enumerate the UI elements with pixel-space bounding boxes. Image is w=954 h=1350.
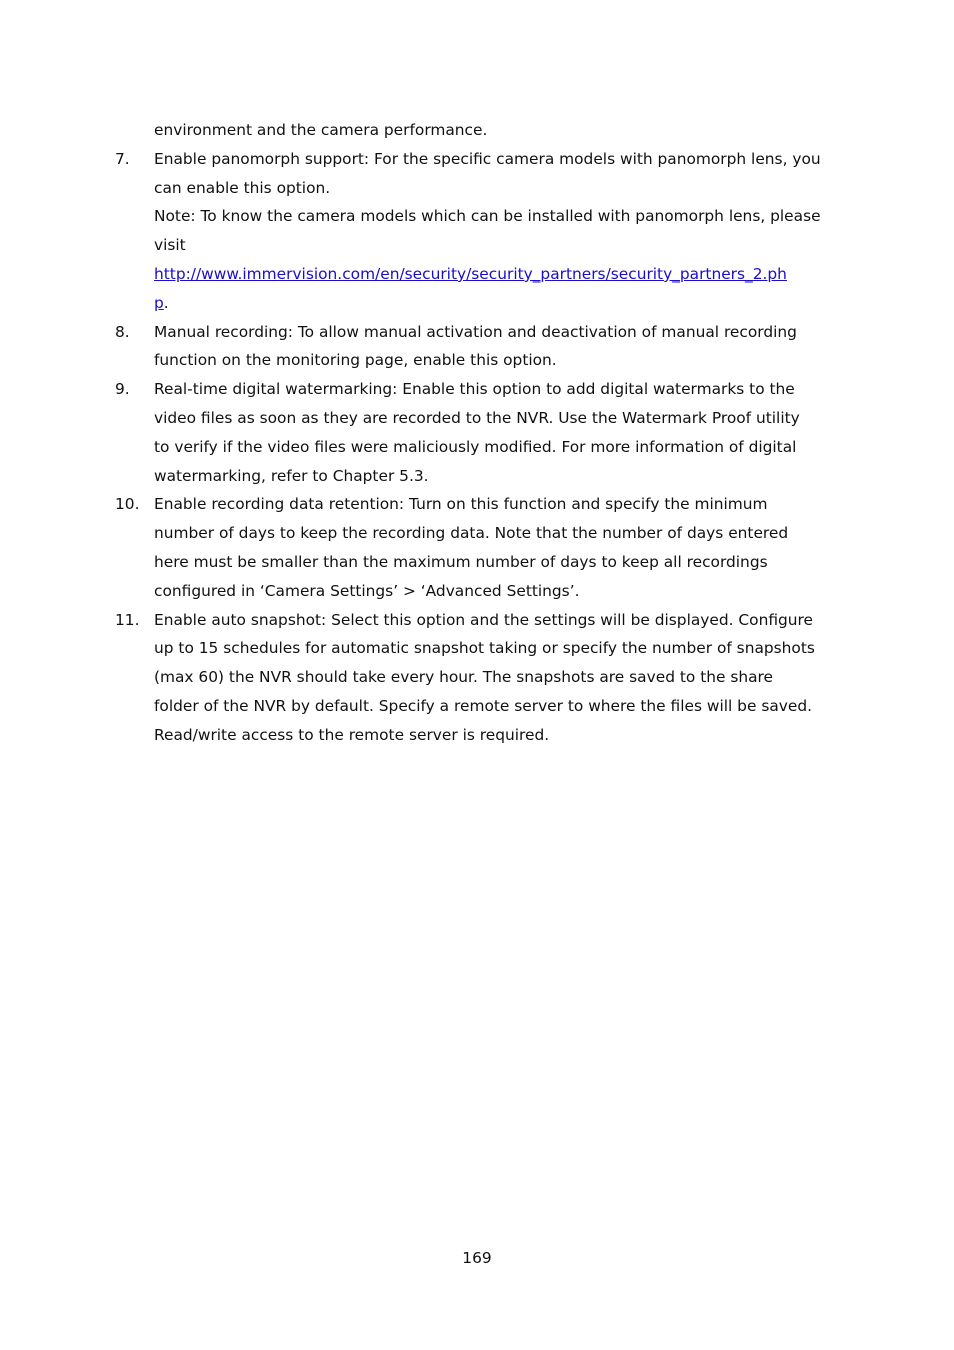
list-number: 9. bbox=[115, 380, 130, 399]
list-text: Manual recording: To allow manual activation and deactivation of manual recording bbox=[154, 322, 797, 341]
list-line bbox=[0, 548, 954, 577]
list-line bbox=[0, 174, 954, 203]
list-line bbox=[0, 577, 954, 606]
list-line bbox=[0, 519, 954, 548]
list-line bbox=[0, 663, 954, 692]
note-text: visit bbox=[154, 236, 186, 255]
note-text: Note: To know the camera models which can be installed with panomorph lens, please bbox=[154, 207, 821, 226]
list-text: number of days to keep the recording data. Note that the number of days entered bbox=[154, 524, 789, 543]
list-line bbox=[0, 202, 954, 231]
list-text: Enable auto snapshot: Select this option and the settings will be displayed. Configure bbox=[154, 610, 813, 629]
list-line bbox=[0, 346, 954, 375]
list-number: 7. bbox=[115, 149, 130, 168]
page-content bbox=[0, 116, 954, 750]
list-text: video files as soon as they are recorded to the NVR. Use the Watermark Proof utility bbox=[154, 408, 800, 427]
list-text: Real-time digital watermarking: Enable this option to add digital watermarks to the bbox=[154, 380, 795, 399]
list-line bbox=[0, 462, 954, 491]
list-item-9 bbox=[0, 375, 954, 404]
list-text: configured in ‘Camera Settings’ > ‘Advanced Settings’. bbox=[154, 581, 580, 600]
list-item-7 bbox=[0, 145, 954, 174]
list-text: can enable this option. bbox=[154, 178, 331, 197]
list-text: Enable recording data retention: Turn on this function and specify the minimum bbox=[154, 495, 768, 514]
immervision-link[interactable]: http://www.immervision.com/en/security/security_partners/security_partners_2.ph bbox=[154, 264, 787, 283]
list-line bbox=[0, 721, 954, 750]
list-number: 10. bbox=[115, 495, 140, 514]
list-item-8 bbox=[0, 318, 954, 347]
list-number: 11. bbox=[115, 610, 140, 629]
list-text: up to 15 schedules for automatic snapshot taking or specify the number of snapshots bbox=[154, 639, 815, 658]
list-line bbox=[0, 433, 954, 462]
list-line bbox=[0, 634, 954, 663]
list-text: watermarking, refer to Chapter 5.3. bbox=[154, 466, 429, 485]
list-text: (max 60) the NVR should take every hour. The snapshots are saved to the share bbox=[154, 668, 774, 687]
link-suffix: . bbox=[163, 293, 169, 312]
list-text: folder of the NVR by default. Specify a remote server to where the files will be saved. bbox=[154, 696, 813, 715]
list-text: to verify if the video files were maliciously modified. For more information of digital bbox=[154, 437, 797, 456]
list-line bbox=[0, 231, 954, 260]
immervision-link-continued[interactable]: p bbox=[154, 293, 164, 312]
list-item-10 bbox=[0, 490, 954, 519]
continuation-text: environment and the camera performance. bbox=[154, 121, 488, 139]
list-line bbox=[0, 260, 954, 289]
list-text: here must be smaller than the maximum number of days to keep all recordings bbox=[154, 552, 768, 571]
list-text: Read/write access to the remote server is required. bbox=[154, 725, 550, 744]
list-text: function on the monitoring page, enable this option. bbox=[154, 351, 557, 370]
page-number: 169 bbox=[462, 1249, 492, 1267]
list-text: Enable panomorph support: For the specific camera models with panomorph lens, you bbox=[154, 149, 821, 168]
continuation-line bbox=[0, 116, 954, 145]
list-line bbox=[0, 692, 954, 721]
list-line bbox=[0, 404, 954, 433]
list-number: 8. bbox=[115, 322, 130, 341]
list-line bbox=[0, 289, 954, 318]
list-item-11 bbox=[0, 606, 954, 635]
